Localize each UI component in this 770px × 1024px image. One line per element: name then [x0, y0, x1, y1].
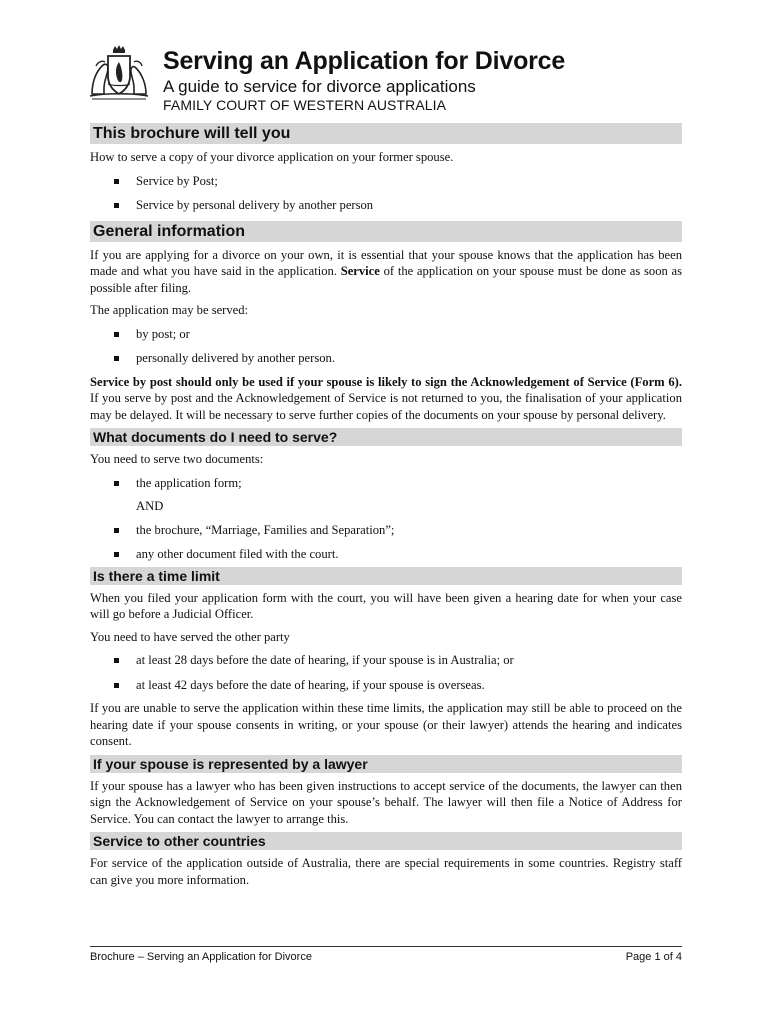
- section-heading-lawyer: If your spouse is represented by a lawyer: [90, 755, 682, 773]
- coat-of-arms-icon: [86, 44, 152, 100]
- timelimit-paragraph-1: When you filed your application form with the court, you will have been given a hearing date for when your case will go before a Judicial Officer.: [90, 590, 682, 621]
- list-item: personally delivered by another person.: [90, 350, 682, 367]
- timelimit-paragraph-2: You need to have served the other party: [90, 629, 290, 644]
- list-item: any other document filed with the court.: [90, 546, 682, 563]
- footer-title: Brochure – Serving an Application for Divorce: [90, 951, 312, 963]
- section-heading-tell: This brochure will tell you: [90, 123, 682, 144]
- general-list: [90, 326, 682, 367]
- section-heading-countries: Service to other countries: [90, 832, 682, 850]
- timelimit-paragraph-3: If you are unable to serve the application within these time limits, the application may still be able to proceed on the hearing date if your spouse consents in writing, or your spouse (or their lawyer) attends the hearing and indicates consent.: [90, 701, 682, 748]
- general-paragraph-1: If you are applying for a divorce on your own, it is essential that your spouse knows that the application has been made and what you have said in the application. Service of the application on your spouse must be done as soon as possible after filing.: [90, 247, 682, 295]
- list-item: the brochure, “Marriage, Families and Separation”;: [90, 522, 682, 539]
- documents-list-1: [90, 475, 682, 492]
- court-name: FAMILY COURT OF WESTERN AUSTRALIA: [163, 97, 447, 113]
- list-item: at least 28 days before the date of hearing, if your spouse is in Australia; or: [90, 652, 682, 669]
- list-item: at least 42 days before the date of hearing, if your spouse is overseas.: [90, 677, 682, 694]
- lawyer-paragraph: If your spouse has a lawyer who has been given instructions to accept service of the documents, the lawyer can then sign the Acknowledgement of Service on your spouse’s behalf. The lawyer will then file a Notice of Address for Service. You can contact the lawyer to arrange this.: [90, 778, 682, 826]
- tell-intro: How to serve a copy of your divorce application on your former spouse.: [90, 150, 454, 164]
- page-title: Serving an Application for Divorce: [163, 47, 566, 75]
- page-number: Page 1 of 4: [625, 951, 682, 963]
- section-heading-documents: What documents do I need to serve?: [90, 428, 682, 446]
- section-heading-general: General information: [90, 221, 682, 242]
- documents-and: AND: [136, 499, 164, 513]
- countries-paragraph: For service of the application outside of Australia, there are special requirements in some countries. Registry staff can give you more information.: [90, 856, 682, 887]
- list-item: Service by personal delivery by another person: [90, 197, 682, 214]
- list-item: Service by Post;: [90, 173, 682, 190]
- section-heading-timelimit: Is there a time limit: [90, 567, 682, 585]
- general-paragraph-2: The application may be served:: [90, 303, 249, 317]
- page-subtitle: A guide to service for divorce applications: [163, 77, 476, 96]
- list-item: by post; or: [90, 326, 682, 343]
- brochure-content: [90, 123, 682, 888]
- documents-intro: You need to serve two documents:: [90, 452, 264, 466]
- timelimit-list: [90, 652, 682, 693]
- list-item: the application form;: [90, 475, 682, 492]
- documents-list-2: [90, 522, 682, 563]
- footer-divider: [90, 946, 682, 947]
- tell-list: [90, 173, 682, 214]
- general-paragraph-3: Service by post should only be used if your spouse is likely to sign the Acknowledgement of Service (Form 6). If you serve by post and the Acknowledgement of Service is not returned to you, the finalisation of your application may be delayed. It will be necessary to serve further copies of the documents on your spouse by personal delivery.: [90, 374, 682, 422]
